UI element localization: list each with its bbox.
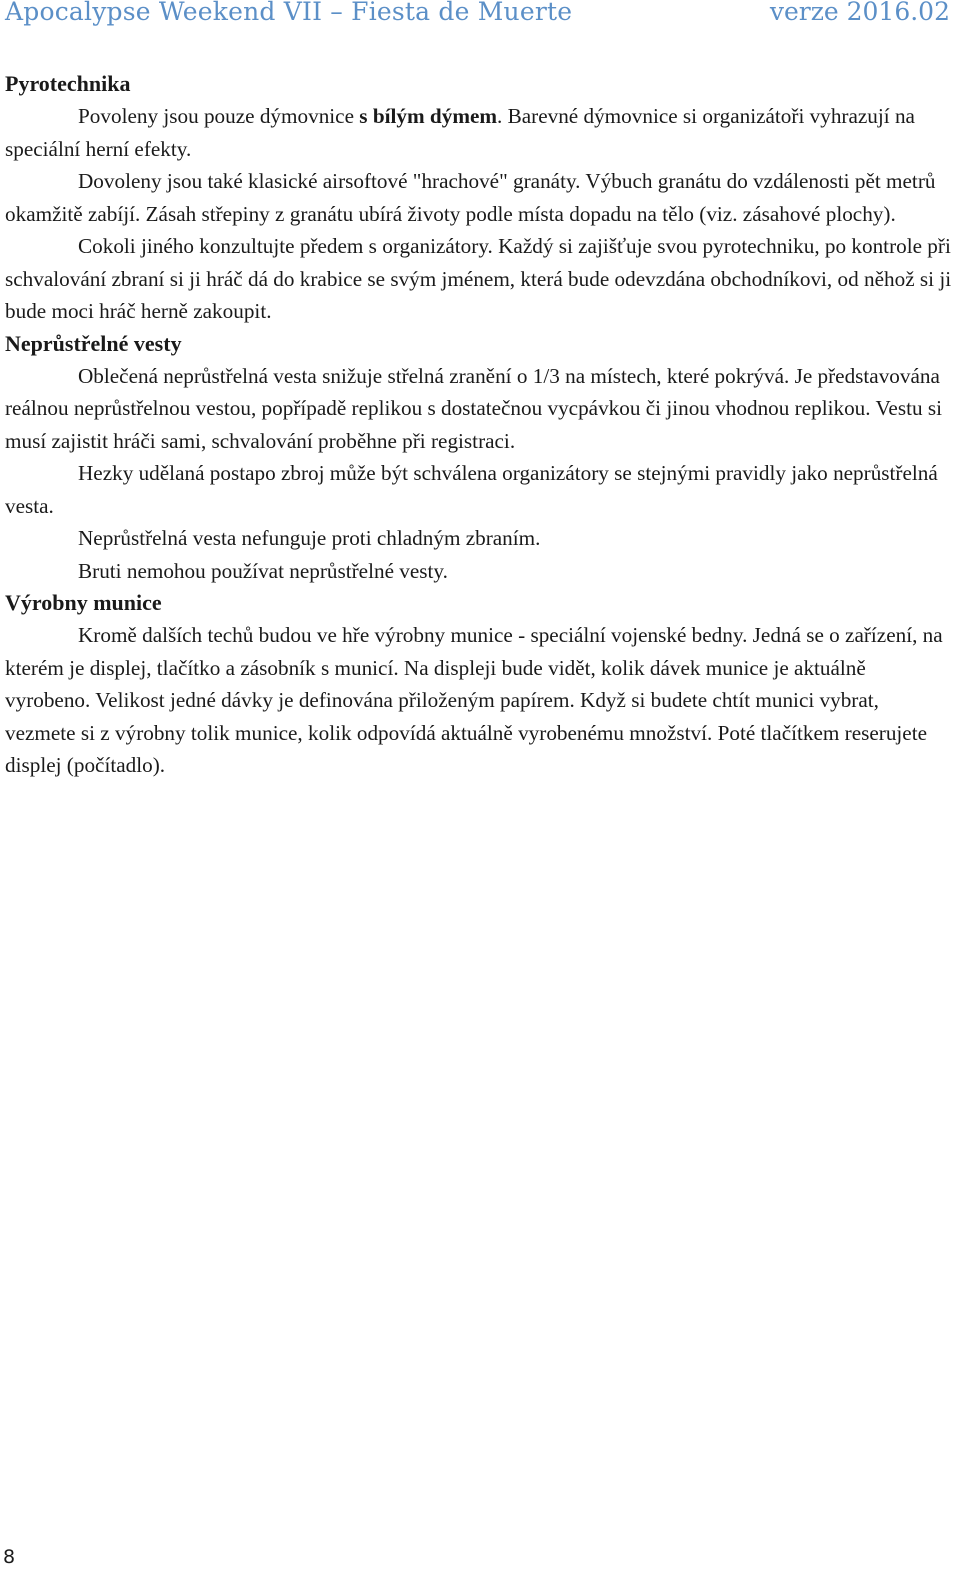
paragraph-text: Povoleny jsou pouze dýmovnice xyxy=(78,104,360,128)
paragraph-other-pyrotechnics: Cokoli jiného konzultujte předem s organizátory. Každý si zajišťuje svou pyrotechniku, po kontrole při schvalování zbraní si ji hráč dá do krabice se svým jménem, která bude odevzdána obchodníkovi, od něhož si ji bude moci hráč herně zakoupit. xyxy=(5,234,952,323)
paragraph-grenades: Dovoleny jsou také klasické airsoftové "hrachové" granáty. Výbuch granátu do vzdálenosti pět metrů okamžitě zabíjí. Zásah střepiny z granátu ubírá životy podle místa dopadu na tělo (viz. zásahové plochy). xyxy=(5,169,936,226)
section-heading-pyrotechnika: Pyrotechnika xyxy=(5,71,131,96)
paragraph-text: . Barevné dýmovnice si organizátoři vyhrazují na speciální herní efekty. xyxy=(5,104,915,161)
paragraph-vest-melee: Neprůstřelná vesta nefunguje proti chladným zbraním. xyxy=(78,526,541,550)
paragraph-ammo-factories: Kromě dalších techů budou ve hře výrobny munice - speciální vojenské bedny. Jedná se o zařízení, na kterém je displej, tlačítko a zásobník s municí. Na displeji bude vidět, kolik dávek munice je aktuálně vyrobeno. Velikost jedné dávky je definována přiloženým papírem. Když si budete chtít munici vybrat, vezmete si z výrobny tolik munice, kolik odpovídá aktuálně vyrobenému množství. Poté tlačítkem reserujete displej (počítadlo). xyxy=(5,623,943,777)
paragraph-postapo-armor: Hezky udělaná postapo zbroj může být schválena organizátory se stejnými pravidly jako neprůstřelná vesta. xyxy=(5,461,938,518)
page-header xyxy=(5,0,950,34)
paragraph-vest-effect: Oblečená neprůstřelná vesta snižuje střelná zranění o 1/3 na místech, které pokrývá. Je představována reálnou neprůstřelnou vestou, popřípadě replikou s dostatečnou vycpávkou či jinou vhodnou replikou. Vestu si musí zajistit hráči sami, schvalování proběhne při registraci. xyxy=(5,363,942,453)
paragraph-bruti-vests: Bruti nemohou používat neprůstřelné vesty. xyxy=(78,558,448,583)
page-number: 8 xyxy=(3,1546,16,1568)
paragraph-smoke-grenades xyxy=(5,100,953,165)
document-body xyxy=(5,68,953,782)
document-version: verze 2016.02 xyxy=(769,0,950,26)
section-heading-vyrobny-munice: Výrobny munice xyxy=(5,590,162,615)
emphasis-white-smoke: s bílým dýmem xyxy=(359,104,498,128)
document-title: Apocalypse Weekend VII – Fiesta de Muerte xyxy=(5,0,573,26)
section-heading-neprustrelne-vesty: Neprůstřelné vesty xyxy=(5,330,182,356)
